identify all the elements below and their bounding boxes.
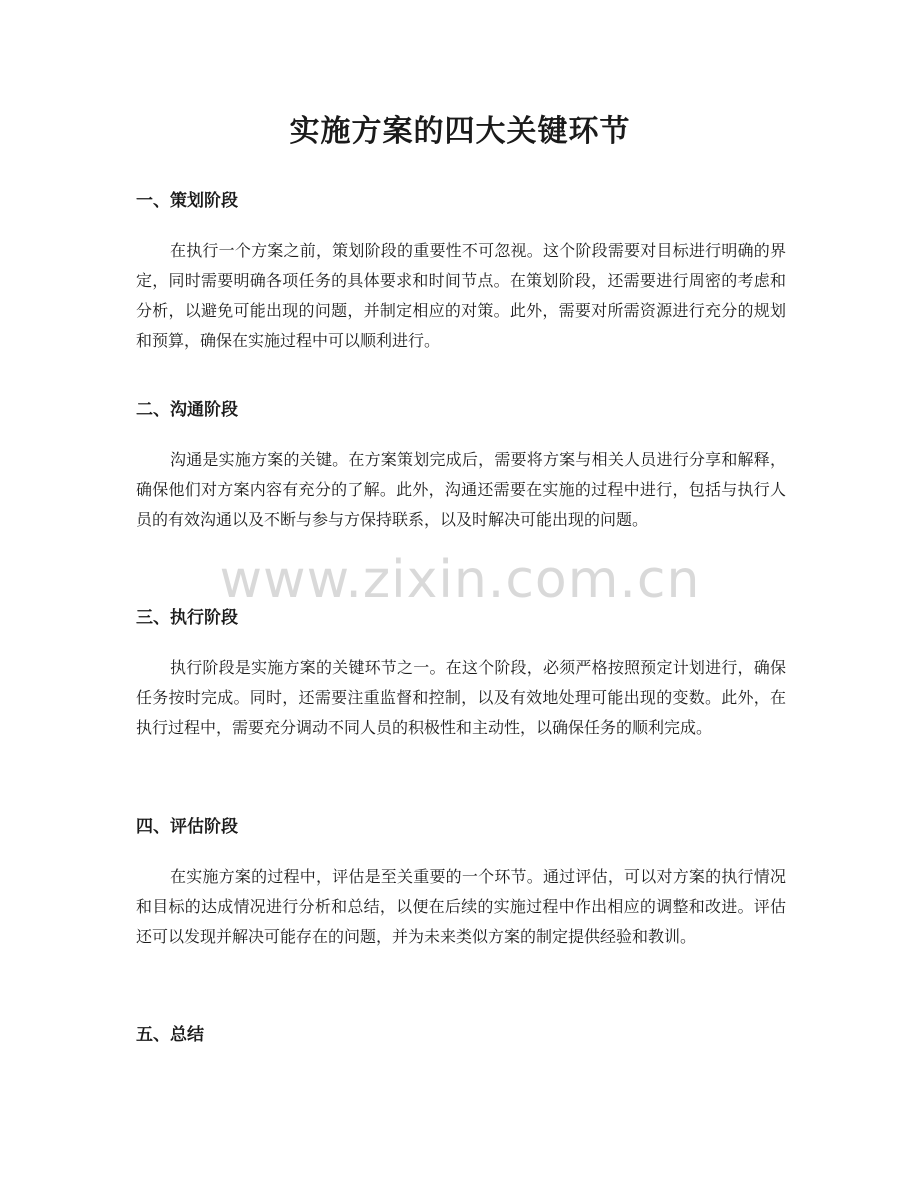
watermark-text: www.zixin.com.cn <box>219 550 701 610</box>
section-body-evaluation: 在实施方案的过程中，评估是至关重要的一个环节。通过评估，可以对方案的执行情况和目标的达成情况进行分析和总结，以便在后续的实施过程中作出相应的调整和改进。评估还可以发现并解决可能存在的问题，并为未来类似方案的制定提供经验和教训。 <box>136 867 786 946</box>
section-body-planning: 在执行一个方案之前，策划阶段的重要性不可忽视。这个阶段需要对目标进行明确的界定，同时需要明确各项任务的具体要求和时间节点。在策划阶段，还需要进行周密的考虑和分析，以避免可能出现的问题，并制定相应的对策。此外，需要对所需资源进行充分的规划和预算，确保在实施过程中可以顺利进行。 <box>136 241 786 350</box>
document-title: 实施方案的四大关键环节 <box>289 114 631 149</box>
section-heading-communication: 二、沟通阶段 <box>136 400 238 420</box>
section-heading-evaluation: 四、评估阶段 <box>136 817 238 837</box>
section-heading-execution: 三、执行阶段 <box>136 608 238 628</box>
section-body-communication: 沟通是实施方案的关键。在方案策划完成后，需要将方案与相关人员进行分享和解释，确保他们对方案内容有充分的了解。此外，沟通还需要在实施的过程中进行，包括与执行人员的有效沟通以及不断与参与方保持联系，以及时解决可能出现的问题。 <box>136 450 786 529</box>
section-heading-planning: 一、策划阶段 <box>136 191 238 211</box>
section-heading-summary: 五、总结 <box>136 1025 204 1045</box>
section-body-execution: 执行阶段是实施方案的关键环节之一。在这个阶段，必须严格按照预定计划进行，确保任务按时完成。同时，还需要注重监督和控制，以及有效地处理可能出现的变数。此外，在执行过程中，需要充分调动不同人员的积极性和主动性，以确保任务的顺利完成。 <box>136 658 786 737</box>
